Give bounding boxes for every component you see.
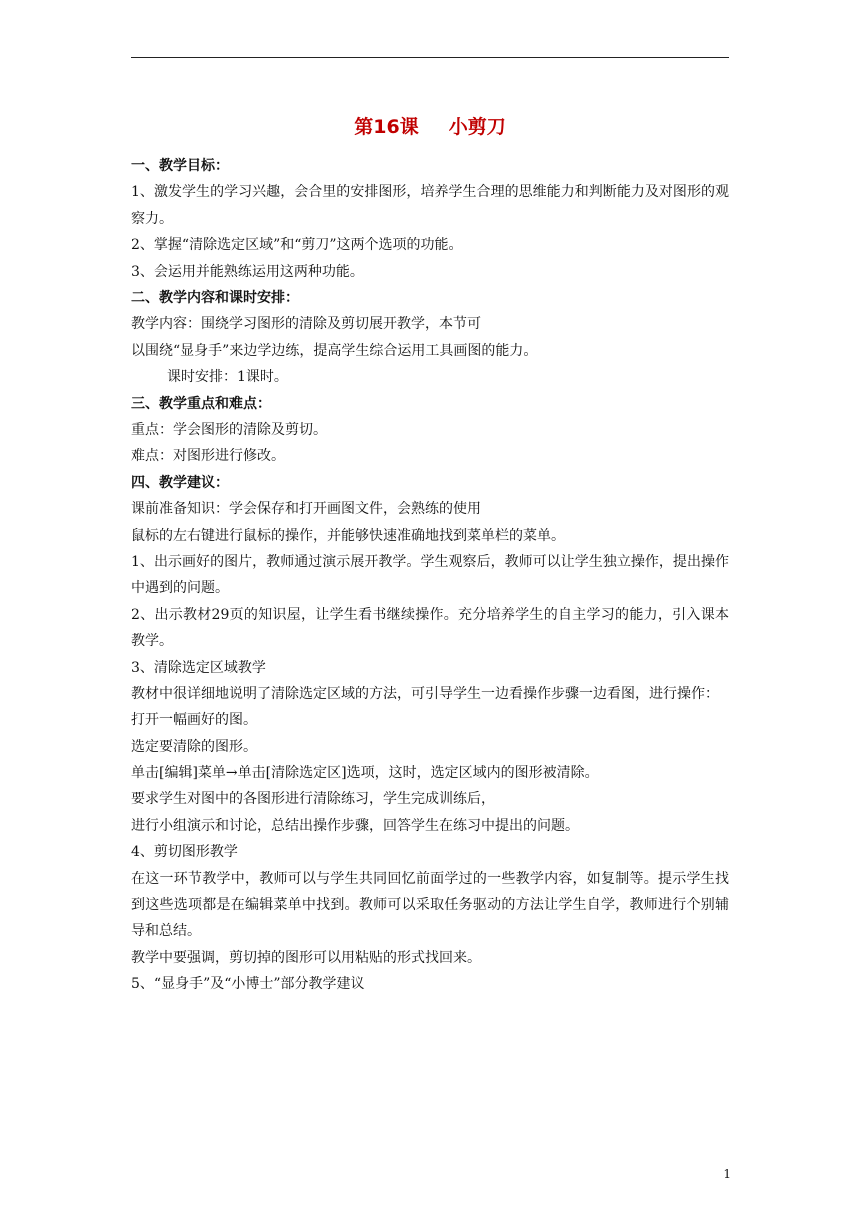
- paragraph-line: 3、清除选定区域教学: [131, 659, 266, 676]
- paragraph-line: 2、出示教材29页的知识屋，让学生看书继续操作。充分培养学生的自主学习的能力，引入课本教学。: [131, 606, 729, 650]
- section-heading: 二、教学内容和课时安排：: [131, 289, 299, 306]
- section-heading: 三、教学重点和难点：: [131, 395, 271, 412]
- document-body: [131, 153, 729, 998]
- page-number: 1: [723, 1167, 731, 1181]
- paragraph-line: 在这一环节教学中，教师可以与学生共同回忆前面学过的一些教学内容，如复制等。提示学生找到这些选项都是在编辑菜单中找到。教师可以采取任务驱动的方法让学生自学，教师进行个别辅导和总结。: [131, 870, 729, 940]
- paragraph-line: 鼠标的左右键进行鼠标的操作，并能够快速准确地找到菜单栏的菜单。: [131, 527, 565, 544]
- paragraph-line: 1、出示画好的图片，教师通过演示展开教学。学生观察后，教师可以让学生独立操作，提出操作中遇到的问题。: [131, 553, 729, 597]
- lesson-title: [0, 114, 860, 140]
- paragraph-line: 教学中要强调，剪切掉的图形可以用粘贴的形式找回来。: [131, 949, 481, 966]
- header-rule: [131, 57, 729, 58]
- paragraph-line: 教材中很详细地说明了清除选定区域的方法，可引导学生一边看操作步骤一边看图，进行操作：: [131, 685, 719, 702]
- section-heading: 一、教学目标：: [131, 158, 229, 174]
- paragraph-line: 单击[编辑]菜单→单击[清除选定区]选项，这时，选定区域内的图形被清除。: [131, 765, 599, 782]
- paragraph-line: 4、剪切图形教学: [131, 844, 238, 861]
- paragraph-line: 教学内容：围绕学习图形的清除及剪切展开教学，本节可: [131, 316, 481, 333]
- paragraph-line: 课前准备知识：学会保存和打开画图文件，会熟练的使用: [131, 501, 481, 518]
- paragraph-line: 要求学生对图中的各图形进行清除练习，学生完成训练后，: [131, 791, 495, 808]
- paragraph-line: 课时安排：1课时。: [167, 369, 288, 386]
- paragraph-line: 2、掌握“清除选定区域”和“剪刀”这两个选项的功能。: [131, 237, 463, 254]
- paragraph-line: 难点：对图形进行修改。: [131, 448, 285, 465]
- paragraph-line: 1、激发学生的学习兴趣，会合里的安排图形，培养学生合理的思维能力和判断能力及对图形的观察力。: [131, 184, 729, 227]
- section-heading: 四、教学建议：: [131, 474, 229, 491]
- paragraph-line: 重点：学会图形的清除及剪切。: [131, 421, 327, 438]
- paragraph-line: 进行小组演示和讨论，总结出操作步骤，回答学生在练习中提出的问题。: [131, 817, 579, 834]
- lesson-name: 小剪刀: [448, 116, 506, 138]
- paragraph-line: 3、会运用并能熟练运用这两种功能。: [131, 263, 364, 280]
- paragraph-line: 打开一幅画好的图。: [131, 712, 257, 729]
- paragraph-line: 5、“显身手”及“小博士”部分教学建议: [131, 976, 365, 993]
- lesson-number: 第16课: [354, 116, 419, 138]
- paragraph-line: 以围绕“显身手”来边学边练，提高学生综合运用工具画图的能力。: [131, 342, 538, 359]
- paragraph-line: 选定要清除的图形。: [131, 738, 257, 755]
